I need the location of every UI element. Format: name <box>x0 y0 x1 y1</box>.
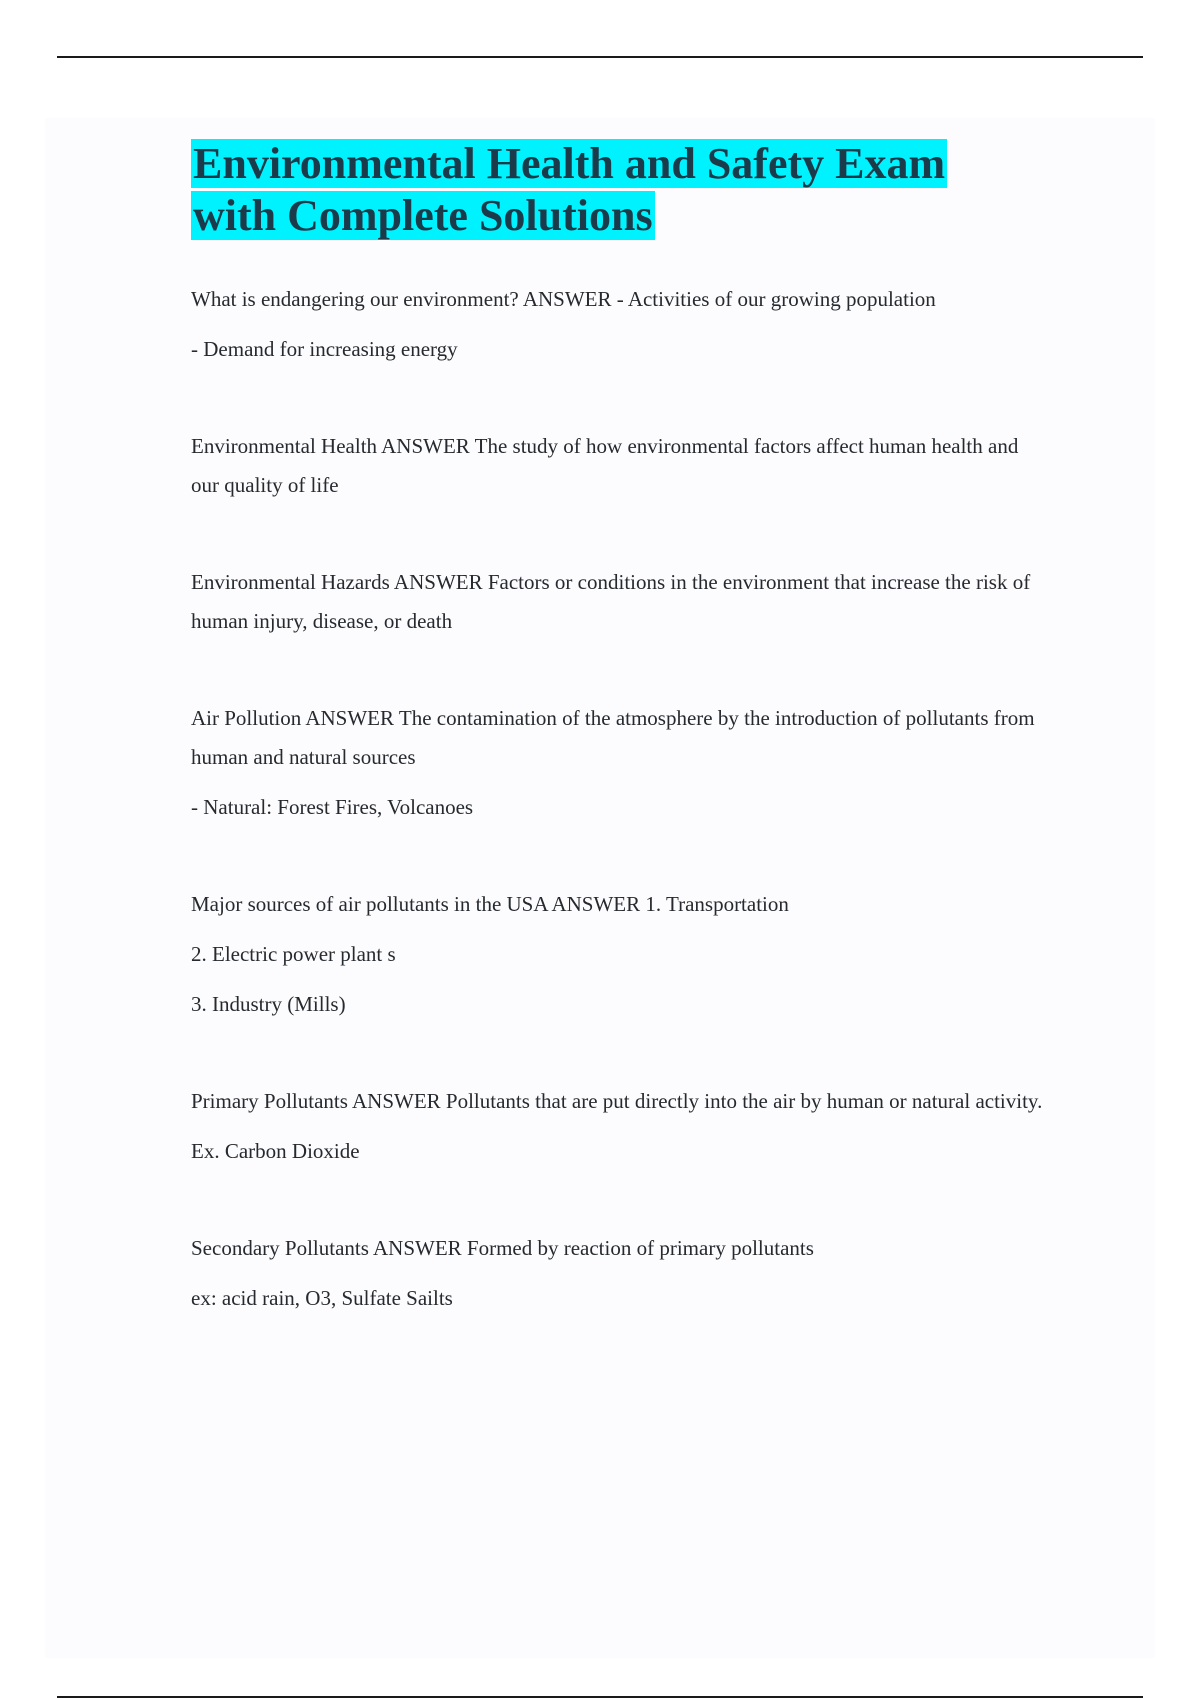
qa-item <box>191 885 1051 1024</box>
document-content <box>191 138 1051 1361</box>
footer-rule <box>57 1696 1143 1698</box>
qa-text: Secondary Pollutants ANSWER Formed by reaction of primary pollutants <box>191 1236 814 1260</box>
qa-extra-line: Ex. Carbon Dioxide <box>191 1139 360 1163</box>
qa-item <box>191 1082 1051 1171</box>
qa-extra-line: 3. Industry (Mills) <box>191 992 346 1016</box>
title-line-1: Environmental Health and Safety Exam <box>193 139 946 188</box>
qa-text: Major sources of air pollutants in the USA ANSWER 1. Transportation <box>191 892 789 916</box>
qa-item <box>191 427 1051 505</box>
qa-text: Primary Pollutants ANSWER Pollutants that are put directly into the air by human or natural activity. <box>191 1089 1043 1113</box>
qa-extra-line: - Demand for increasing energy <box>191 337 458 361</box>
document-title <box>191 138 1051 242</box>
qa-item <box>191 563 1051 641</box>
qa-extra-line: - Natural: Forest Fires, Volcanoes <box>191 795 474 819</box>
qa-item <box>191 699 1051 827</box>
qa-text: Environmental Hazards ANSWER Factors or conditions in the environment that increase the risk of human injury, disease, or death <box>191 570 1031 633</box>
title-line-2: with Complete Solutions <box>193 191 653 240</box>
qa-item <box>191 1229 1051 1318</box>
qa-text: Air Pollution ANSWER The contamination of the atmosphere by the introduction of pollutants from human and natural sources <box>191 706 1035 769</box>
qa-extra-line: ex: acid rain, O3, Sulfate Sailts <box>191 1286 453 1310</box>
qa-text: What is endangering our environment? ANSWER - Activities of our growing population <box>191 287 936 311</box>
qa-item <box>191 280 1051 369</box>
qa-extra-line: 2. Electric power plant s <box>191 942 396 966</box>
header-rule <box>57 56 1143 58</box>
qa-text: Environmental Health ANSWER The study of how environmental factors affect human health and our quality of life <box>191 434 1019 497</box>
